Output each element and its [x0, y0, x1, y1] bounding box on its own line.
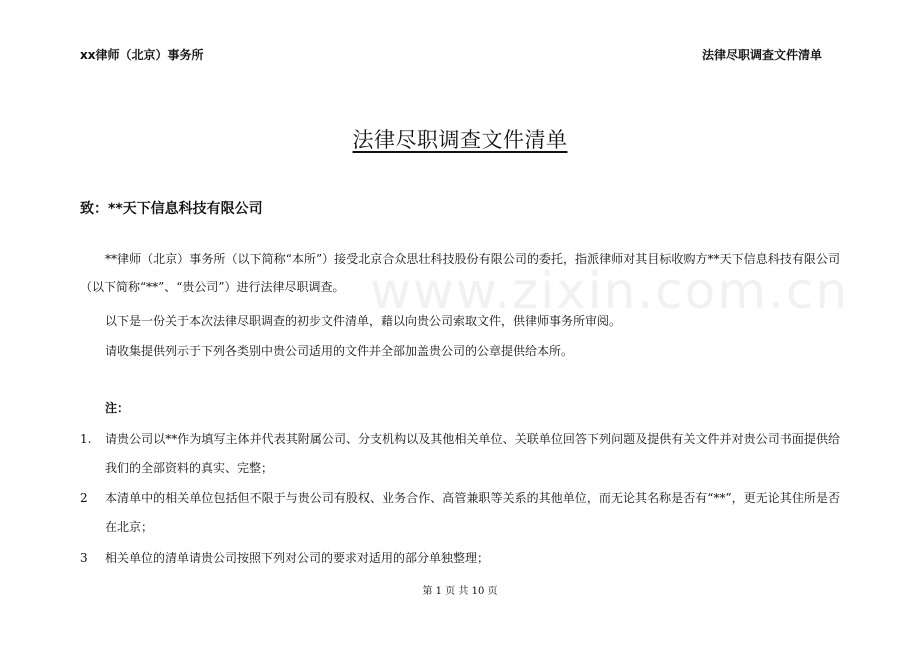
note-text: 本清单中的相关单位包括但不限于与贵公司有股权、业务合作、高管兼职等关系的其他单位，而无论其名称是否有“**”，更无论其住所是否在北京； [105, 491, 840, 534]
page-title: 法律尽职调查文件清单 [352, 128, 568, 152]
recipient-line: 致：**天下信息科技有限公司 [80, 201, 263, 217]
page-footer: 第 1 页 共 10 页 [422, 586, 498, 597]
note-item [80, 544, 840, 573]
note-text: 请贵公司以**作为填写主体并代表其附属公司、分支机构以及其他相关单位、关联单位回答下列问题及提供有关文件并对贵公司书面提供给我们的全部资料的真实、完整； [105, 432, 840, 475]
request-paragraph: 请收集提供列示于下列各类别中贵公司适用的文件并全部加盖贵公司的公章提供给本所。 [105, 344, 574, 358]
purpose-paragraph: 以下是一份关于本次法律尽职调查的初步文件清单，藉以向贵公司索取文件，供律师事务所审阅。 [105, 314, 622, 328]
note-number: 2 [80, 491, 88, 505]
note-number: 3 [80, 551, 88, 565]
note-number: 1. [80, 432, 92, 446]
notes-heading: 注： [105, 401, 130, 415]
watermark: www.zixin.com.cn [370, 262, 850, 320]
note-item [80, 484, 840, 542]
header-document-title: 法律尽职调查文件清单 [701, 48, 822, 62]
note-item [80, 425, 840, 483]
header-firm-name: xx律师（北京）事务所 [80, 48, 204, 62]
note-text: 相关单位的清单请贵公司按照下列对公司的要求对适用的部分单独整理； [105, 551, 490, 565]
intro-paragraph: **律师（北京）事务所（以下简称“本所”）接受北京合众思壮科技股份有限公司的委托，指派律师对其目标收购方**天下信息科技有限公司（以下简称“**”、“贵公司”）进行法律尽职调查。 [80, 252, 840, 294]
